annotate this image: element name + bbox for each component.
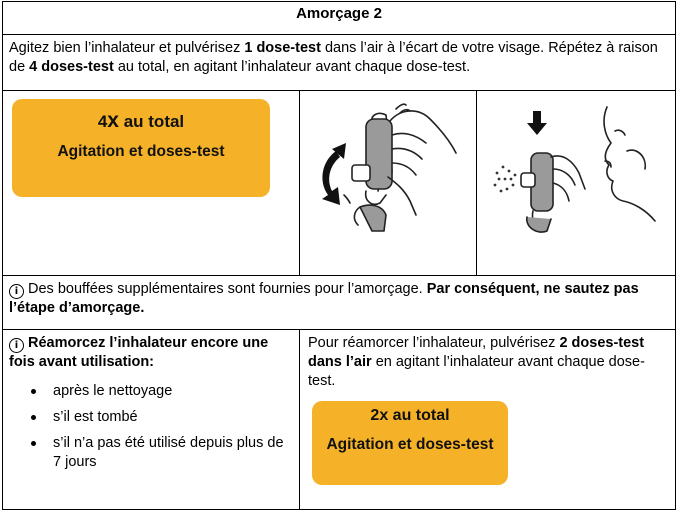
total-doses-badge bbox=[12, 99, 270, 197]
priming-note bbox=[2, 275, 676, 330]
instruction-bold-1: 1 dose-test bbox=[244, 40, 321, 56]
reprime-instruction bbox=[299, 329, 676, 510]
badge-bottom-title: 2x au total bbox=[370, 407, 450, 424]
reprime-bold: 2 doses-test dans l’air bbox=[308, 335, 645, 370]
badge-count-number: 4 bbox=[97, 112, 108, 131]
reprime-list bbox=[9, 382, 293, 472]
instruction-text-3: au total, en agitant l’inhalateur avant chaque dose-test. bbox=[113, 59, 471, 75]
badge-count-x: x bbox=[107, 109, 119, 132]
note-bold: Par conséquent, ne sautez pas l’étape d’amorçage. bbox=[9, 281, 639, 316]
instruction-bold-2: 4 doses-test bbox=[29, 59, 114, 75]
info-icon: i bbox=[9, 338, 24, 353]
reprime-doses-badge bbox=[312, 401, 508, 485]
spray-away-from-face-illustration bbox=[477, 91, 675, 275]
note-text: Des bouffées supplémentaires sont fournies pour l’amorçage. bbox=[28, 281, 427, 297]
reprime-conditions bbox=[2, 329, 300, 510]
list-item: s’il n’a pas été utilisé depuis plus de 7 jours bbox=[9, 434, 293, 472]
reprime-heading-row bbox=[9, 334, 293, 372]
shake-illustration-cell bbox=[299, 90, 477, 276]
badge-count bbox=[12, 109, 270, 133]
badge-count-label: au total bbox=[118, 112, 185, 131]
badge-bottom-subtitle: Agitation et doses-test bbox=[326, 436, 494, 453]
badge-cell bbox=[2, 90, 300, 276]
priming-instruction bbox=[2, 34, 676, 91]
instruction-text-2: dans l’air à l’écart de votre visage. Répétez à raison de bbox=[9, 40, 658, 75]
page-title bbox=[2, 1, 676, 35]
reprime-text-2: en agitant l’inhalateur avant chaque dose-test. bbox=[308, 354, 645, 389]
shake-inhaler-illustration bbox=[300, 91, 476, 275]
reprime-instruction-text bbox=[308, 334, 667, 391]
list-item: s’il est tombé bbox=[9, 408, 293, 427]
title-text: Amorçage 2 bbox=[296, 5, 382, 22]
info-icon: i bbox=[9, 284, 24, 299]
list-item: après le nettoyage bbox=[9, 382, 293, 401]
instruction-text-1: Agitez bien l’inhalateur et pulvérisez bbox=[9, 40, 245, 56]
reprime-text-1: Pour réamorcer l’inhalateur, pulvérisez bbox=[308, 335, 560, 351]
reprime-heading: Réamorcez l’inhalateur encore une fois avant utilisation: bbox=[9, 335, 269, 370]
spray-illustration-cell bbox=[476, 90, 676, 276]
badge-subtitle: Agitation et doses-test bbox=[57, 143, 225, 160]
